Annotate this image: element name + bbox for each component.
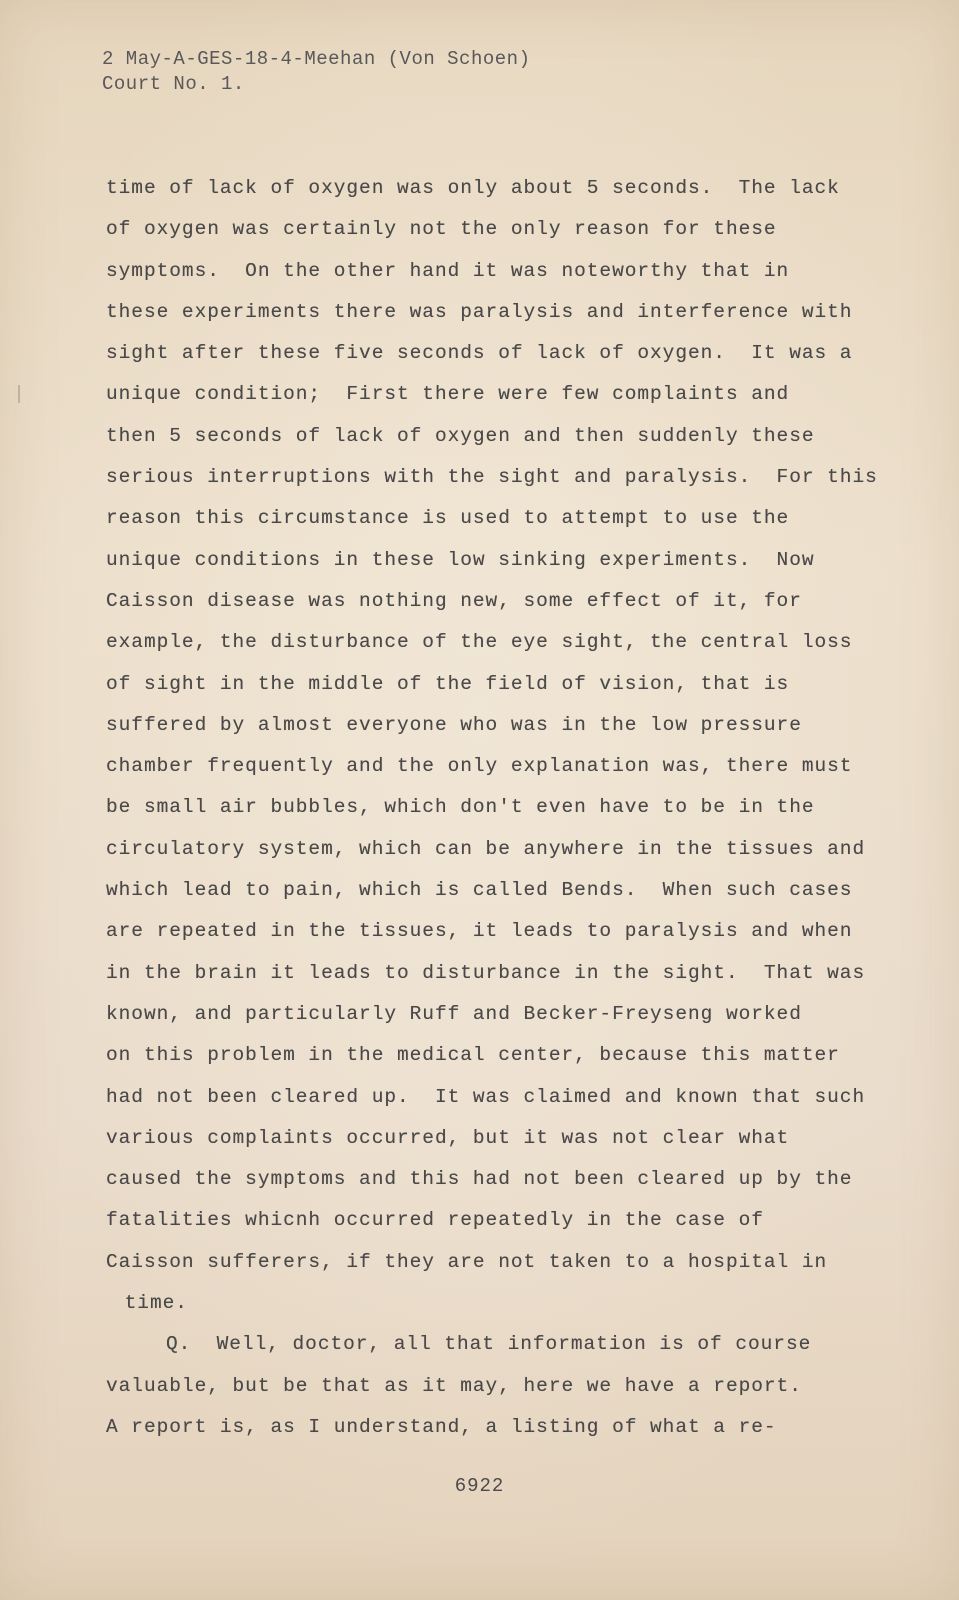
text-line: on this problem in the medical center, because this matter xyxy=(106,1044,840,1067)
document-header xyxy=(102,47,530,97)
text-line: circulatory system, which can be anywhere in the tissues and xyxy=(106,837,866,860)
text-line: caused the symptoms and this had not been cleared up by the xyxy=(106,1168,853,1191)
text-line: Caisson sufferers, if they are not taken to a hospital in xyxy=(106,1250,828,1273)
question-line: A report is, as I understand, a listing of what a re- xyxy=(106,1415,777,1438)
text-line: be small air bubbles, which don't even have to be in the xyxy=(106,796,815,819)
text-line: unique condition; First there were few complaints and xyxy=(106,383,790,406)
text-line: reason this circumstance is used to attempt to use the xyxy=(106,507,790,530)
margin-mark xyxy=(18,385,20,403)
text-line: symptoms. On the other hand it was noteworthy that in xyxy=(106,259,790,282)
text-line: in the brain it leads to disturbance in the sight. That was xyxy=(106,961,866,984)
text-line: sight after these five seconds of lack of oxygen. It was a xyxy=(106,342,853,365)
text-line: Caisson disease was nothing new, some effect of it, for xyxy=(106,589,802,612)
text-line: of oxygen was certainly not the only reason for these xyxy=(106,218,777,241)
text-line: then 5 seconds of lack of oxygen and then suddenly these xyxy=(106,424,815,447)
question-line: Q. Well, doctor, all that information is of course xyxy=(166,1333,812,1356)
text-line: fatalities whicnh occurred repeatedly in the case of xyxy=(106,1209,764,1232)
header-court: Court No. 1. xyxy=(102,73,245,95)
text-line: various complaints occurred, but it was not clear what xyxy=(106,1126,790,1149)
header-reference: 2 May-A-GES-18-4-Meehan (Von Schoen) xyxy=(102,48,531,70)
text-line: suffered by almost everyone who was in the low pressure xyxy=(106,713,802,736)
text-line: of sight in the middle of the field of vision, that is xyxy=(106,672,790,695)
text-line: example, the disturbance of the eye sight, the central loss xyxy=(106,631,853,654)
text-line: time. xyxy=(112,1292,188,1315)
text-line: serious interruptions with the sight and paralysis. For this xyxy=(106,466,878,489)
transcript-body xyxy=(106,168,906,1448)
text-line: chamber frequently and the only explanation was, there must xyxy=(106,755,853,778)
page-number: 6922 xyxy=(454,1475,505,1497)
text-line: had not been cleared up. It was claimed and known that such xyxy=(106,1085,866,1108)
text-line: which lead to pain, which is called Bends. When such cases xyxy=(106,879,853,902)
text-line: are repeated in the tissues, it leads to paralysis and when xyxy=(106,920,853,943)
text-line: unique conditions in these low sinking experiments. Now xyxy=(106,548,815,571)
question-line: valuable, but be that as it may, here we have a report. xyxy=(106,1374,802,1397)
text-line: time of lack of oxygen was only about 5 seconds. The lack xyxy=(106,177,840,199)
text-line: known, and particularly Ruff and Becker-Freyseng worked xyxy=(106,1002,802,1025)
text-line: these experiments there was paralysis and interference with xyxy=(106,300,853,323)
